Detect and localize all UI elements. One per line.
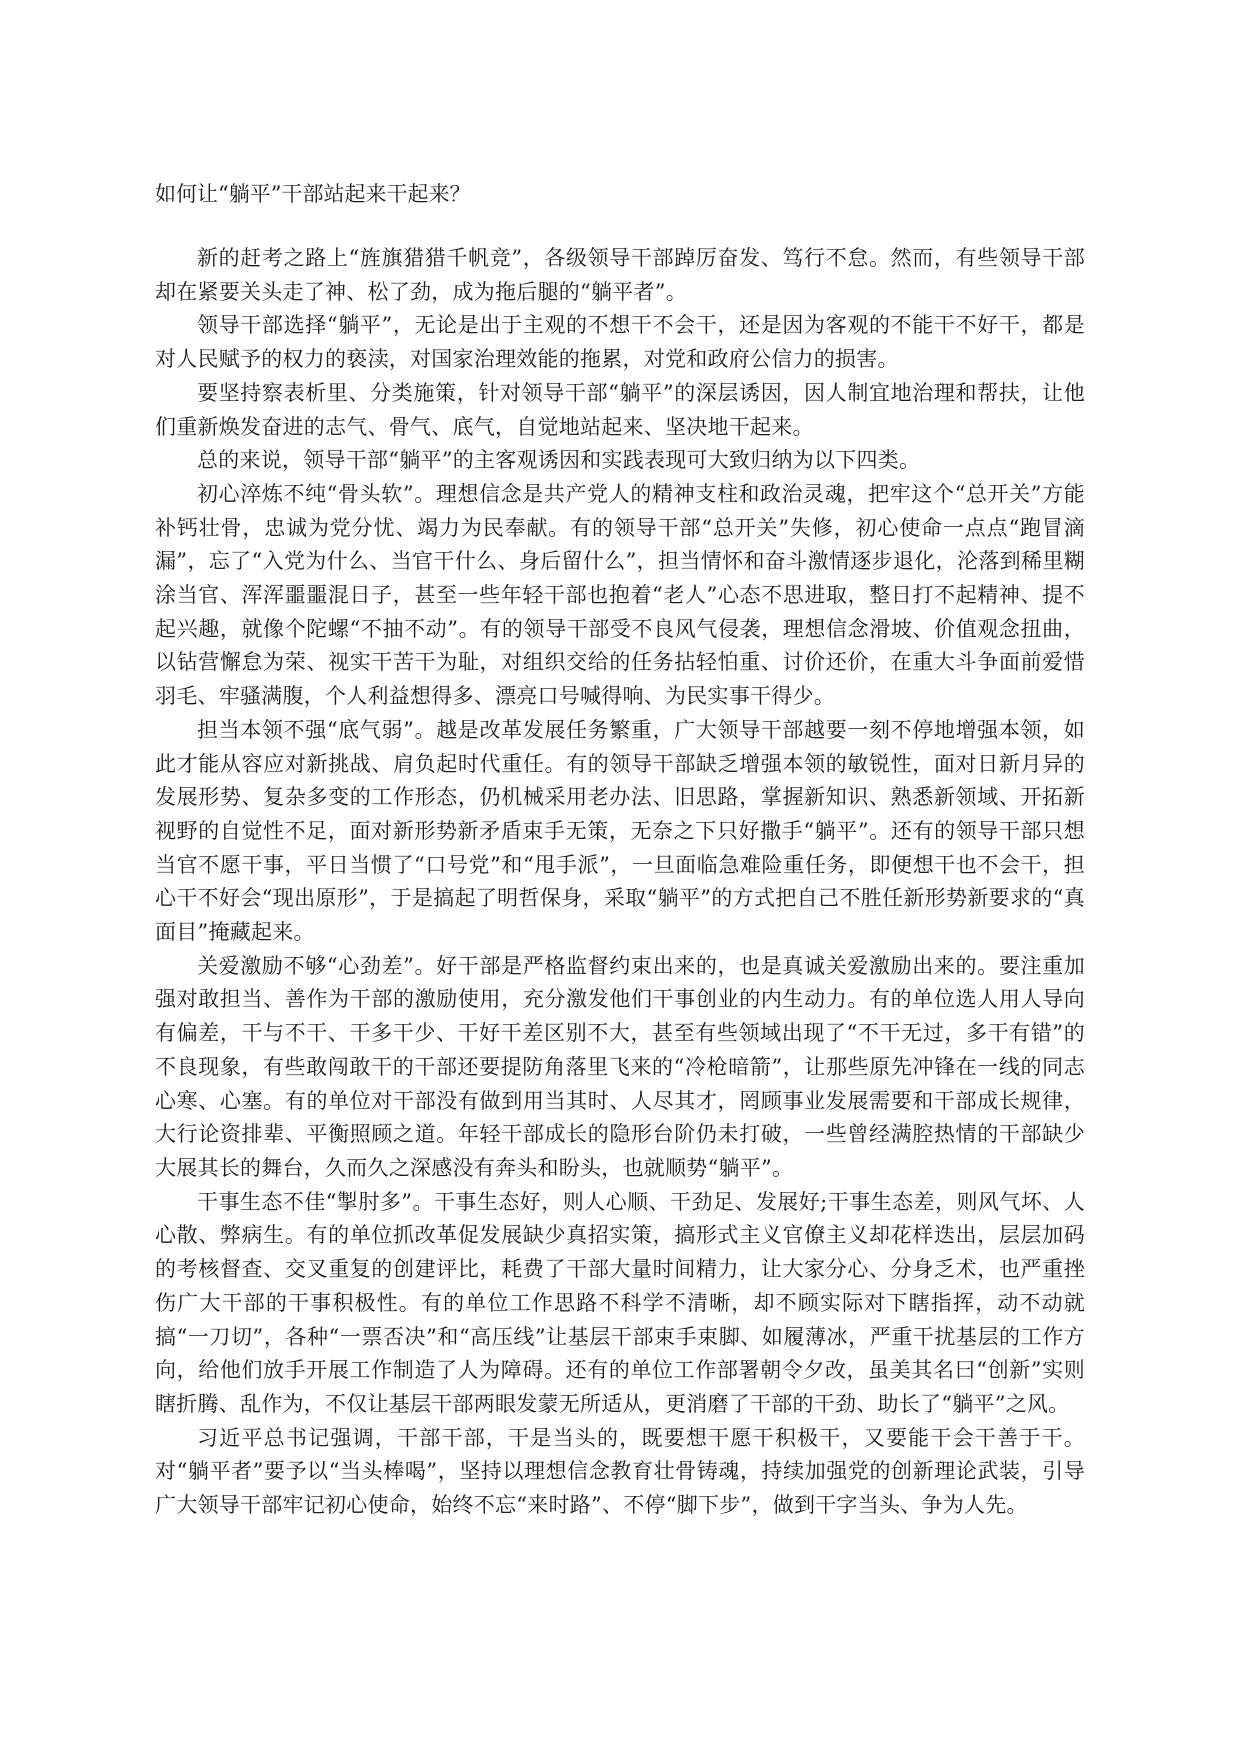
paragraph-cause-belief: 初心淬炼不纯“骨头软”。理想信念是共产党人的精神支柱和政治灵魂，把牢这个“总开关”方能补钙壮骨，忠诚为党分忧、竭力为民奉献。有的领导干部“总开关”失修，初心使命一点点“跑冒滴漏”，忘了“入党为什么、当官干什么、身后留什么”，担当情怀和奋斗激情逐步退化，沦落到稀里糊涂当官、浑浑噩噩混日子，甚至一些年轻干部也抱着“老人”心态不思进取，整日打不起精神、提不起兴趣，就像个陀螺“不抽不动”。有的领导干部受不良风气侵袭，理想信念滑坡、价值观念扭曲，以钻营懈怠为荣、视实干苦干为耻，对组织交给的任务拈轻怕重、讨价还价，在重大斗争面前爱惜羽毛、牢骚满腹，个人利益想得多、漂亮口号喊得响、为民实事干得少。 bbox=[155, 481, 1085, 709]
paragraph-cause-incentive: 关爱激励不够“心劲差”。好干部是严格监督约束出来的，也是真诚关爱激励出来的。要注重加强对敢担当、善作为干部的激励使用，充分激发他们干事创业的内生动力。有的单位选人用人导向有偏差，干与不干、干多干少、干好干差区别不大，甚至有些领域出现了“不干无过，多干有错”的不良现象，有些敢闯敢干的干部还要提防角落里飞来的“冷枪暗箭”，让那些原先冲锋在一线的同志心寒、心塞。有的单位对干部没有做到用当其时、人尽其才，罔顾事业发展需要和干部成长规律，大行论资排辈、平衡照顾之道。年轻干部成长的隐形台阶仍未打破，一些曾经满腔热情的干部缺少大展其长的舞台，久而久之深感没有奔头和盼头，也就顺势“躺平”。 bbox=[155, 953, 1085, 1180]
paragraph-intro: 新的赶考之路上“旌旗猎猎千帆竞”，各级领导干部踔厉奋发、笃行不怠。然而，有些领导干部却在紧要关头走了神、松了劲，成为拖后腿的“躺平者”。 bbox=[155, 246, 1085, 304]
paragraph-cause-environment: 干事生态不佳“掣肘多”。干事生态好，则人心顺、干劲足、发展好;干事生态差，则风气坏、人心散、弊病生。有的单位抓改革促发展缺少真招实策，搞形式主义官僚主义却花样迭出，层层加码的考核督查、交叉重复的创建评比，耗费了干部大量时间精力，让大家分心、分身乏术，也严重挫伤广大干部的干事积极性。有的单位工作思路不科学不清晰，却不顾实际对下瞎指挥，动不动就搞“一刀切”，各种“一票否决”和“高压线”让基层干部束手束脚、如履薄冰，严重干扰基层的工作方向，给他们放手开展工作制造了人为障碍。还有的单位工作部署朝令夕改，虽美其名曰“创新”实则瞎折腾、乱作为，不仅让基层干部两眼发蒙无所适从，更消磨了干部的干劲、助长了“躺平”之风。 bbox=[155, 1189, 1085, 1416]
paragraph-summary: 总的来说，领导干部“躺平”的主客观诱因和实践表现可大致归纳为以下四类。 bbox=[197, 448, 921, 473]
paragraph-cause-ability: 担当本领不强“底气弱”。越是改革发展任务繁重，广大领导干部越要一刻不停地增强本领，如此才能从容应对新挑战、肩负起时代重任。有的领导干部缺乏增强本领的敏锐性，面对日新月异的发展形势、复杂多变的工作形态，仍机械采用老办法、旧思路，掌握新知识、熟悉新领域、开拓新视野的自觉性不足，面对新形势新矛盾束手无策，无奈之下只好撒手“躺平”。还有的领导干部只想当官不愿干事，平日当惯了“口号党”和“甩手派”，一旦面临急难险重任务，即便想干也不会干，担心干不好会“现出原形”，于是搞起了明哲保身，采取“躺平”的方式把自己不胜任新形势新要求的“真面目”掩藏起来。 bbox=[155, 717, 1085, 945]
paragraph-conclusion: 习近平总书记强调，干部干部，干是当头的，既要想干愿干积极干，又要能干会干善于干。对“躺平者”要予以“当头棒喝”，坚持以理想信念教育壮骨铸魂，持续加强党的创新理论武装，引导广大领导干部牢记初心使命，始终不忘“来时路”、不停“脚下步”，做到干字当头、争为人先。 bbox=[155, 1425, 1085, 1518]
document-title: 如何让“躺平”干部站起来干起来？ bbox=[155, 182, 471, 206]
paragraph-consequence: 领导干部选择“躺平”，无论是出于主观的不想干不会干，还是因为客观的不能干不好干，都是对人民赋予的权力的亵渎，对国家治理效能的拖累，对党和政府公信力的损害。 bbox=[155, 313, 1085, 372]
paragraph-approach: 要坚持察表析里、分类施策，针对领导干部“躺平”的深层诱因，因人制宜地治理和帮扶，让他们重新焕发奋进的志气、骨气、底气，自觉地站起来、坚决地干起来。 bbox=[155, 380, 1085, 439]
document-body bbox=[155, 242, 1085, 1523]
